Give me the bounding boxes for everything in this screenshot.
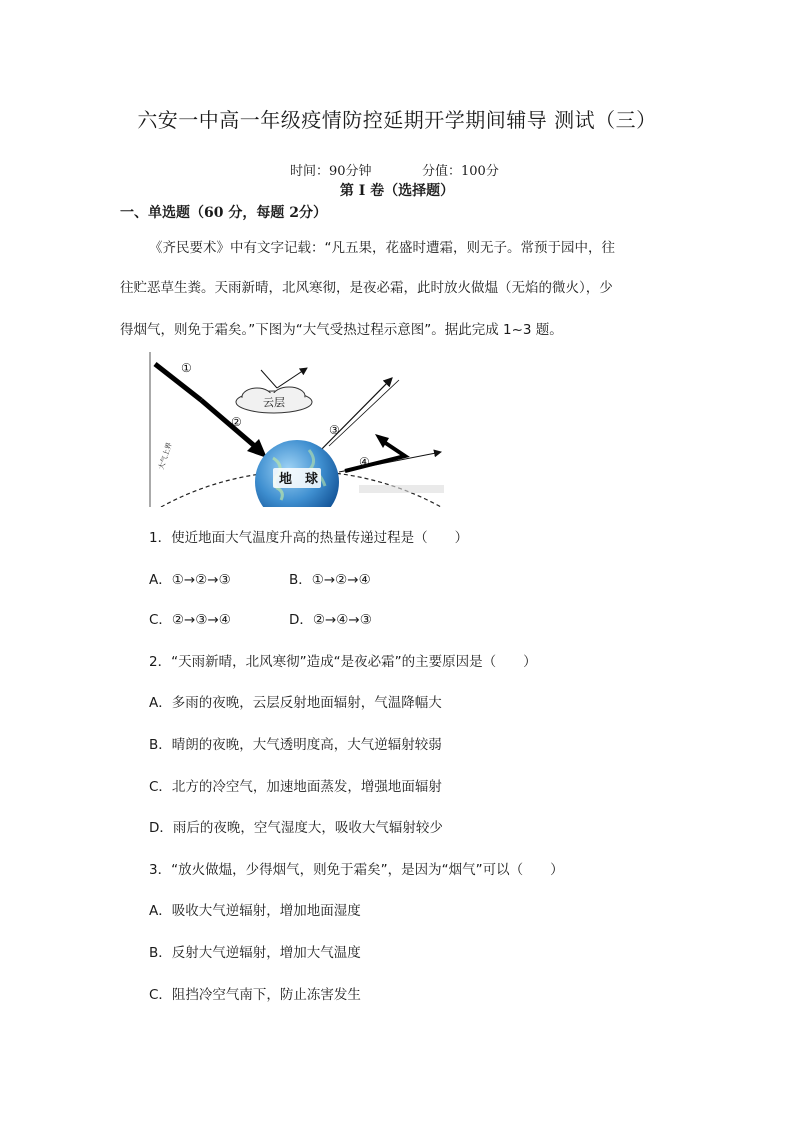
intro-line-1: 《齐民要术》中有文字记载：“凡五果，花盛时遭霜，则无子。常预于园中，往 bbox=[149, 240, 615, 256]
label-n2: ② bbox=[231, 415, 242, 429]
question-1-option-b: B．①→②→④ bbox=[289, 572, 371, 588]
exam-time: 时间：90分钟 bbox=[290, 164, 372, 179]
question-3-option-a: A．吸收大气逆辐射，增加地面湿度 bbox=[149, 903, 361, 919]
question-2-stem: 2．“天雨新晴，北风寒彻”造成“是夜必霜”的主要原因是（ ） bbox=[149, 654, 537, 670]
label-earth-left: 地 bbox=[279, 472, 293, 487]
arrow-1 bbox=[155, 364, 201, 400]
intro-line-3: 得烟气，则免于霜矣。”下图为“大气受热过程示意图”。据此完成 1~3 题。 bbox=[120, 322, 563, 338]
page-title: 六安一中高一年级疫情防控延期开学期间辅导 测试（三） bbox=[137, 108, 657, 132]
label-n1: ① bbox=[181, 361, 192, 375]
label-n4: ④ bbox=[359, 455, 370, 469]
question-1-stem: 1．使近地面大气温度升高的热量传递过程是（ ） bbox=[149, 530, 469, 546]
question-2-option-c: C．北方的冷空气，加速地面蒸发，增强地面辐射 bbox=[149, 779, 442, 795]
diagram-svg bbox=[149, 350, 447, 507]
volume-heading: 第 I 卷（选择题） bbox=[339, 183, 455, 199]
question-2-option-b: B．晴朗的夜晚，大气透明度高，大气逆辐射较弱 bbox=[149, 737, 442, 753]
exam-score: 分值：100分 bbox=[422, 164, 499, 179]
arrow-4-thick bbox=[345, 440, 405, 471]
label-earth-right: 球 bbox=[305, 472, 319, 487]
question-3-option-b: B．反射大气逆辐射，增加大气温度 bbox=[149, 945, 361, 961]
question-1-option-d: D．②→④→③ bbox=[289, 612, 372, 628]
question-3-option-c: C．阻挡冷空气南下，防止冻害发生 bbox=[149, 987, 361, 1003]
intro-line-2: 往贮恶草生粪。天雨新晴，北风寒彻，是夜必霜，此时放火做煴（无焰的微火），少 bbox=[120, 280, 613, 296]
section-heading: 一、单选题（60 分，每题 2分） bbox=[120, 205, 327, 221]
label-n3: ③ bbox=[329, 423, 340, 437]
question-1-option-a: A．①→②→③ bbox=[149, 572, 231, 588]
question-2-option-d: D．雨后的夜晚，空气湿度大，吸收大气辐射较少 bbox=[149, 820, 443, 836]
label-cloud: 云层 bbox=[263, 396, 285, 409]
question-2-option-a: A．多雨的夜晚，云层反射地面辐射，气温降幅大 bbox=[149, 695, 442, 711]
question-3-stem: 3．“放火做煴，少得烟气，则免于霜矣”，是因为“烟气”可以（ ） bbox=[149, 862, 564, 878]
question-1-option-c: C．②→③→④ bbox=[149, 612, 231, 628]
label-atmosphere-top: 大气上界 bbox=[157, 441, 174, 471]
atmosphere-heating-diagram bbox=[149, 350, 447, 507]
